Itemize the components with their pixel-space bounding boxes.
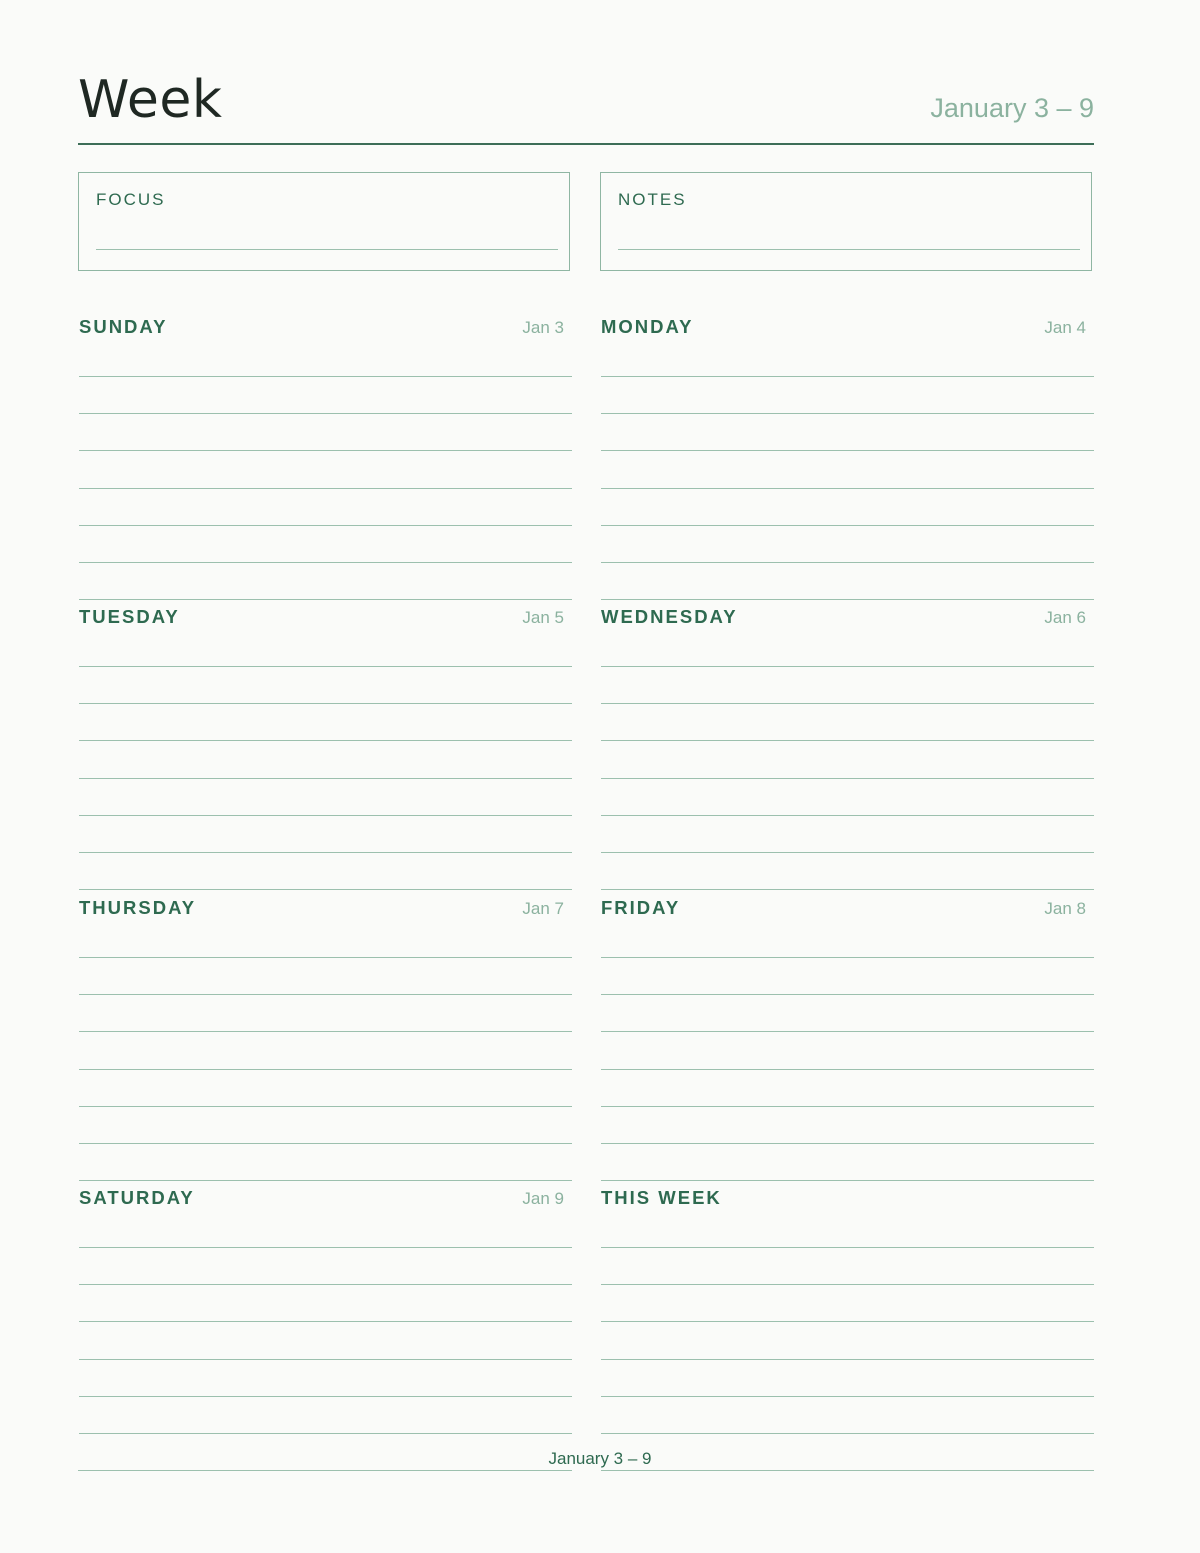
day-name: SATURDAY (79, 1187, 195, 1208)
writing-line (601, 778, 1094, 779)
writing-line (79, 703, 572, 704)
writing-line (601, 1069, 1094, 1070)
focus-label: FOCUS (96, 190, 166, 209)
writing-line (79, 778, 572, 779)
writing-line (601, 1396, 1094, 1397)
writing-line (601, 488, 1094, 489)
writing-line (601, 562, 1094, 563)
writing-line (79, 815, 572, 816)
footer-rule-left (78, 1470, 571, 1471)
footer-date-range: January 3 – 9 (548, 1449, 652, 1468)
writing-line (79, 889, 572, 890)
header-divider (78, 143, 1094, 145)
notes-box[interactable] (600, 172, 1092, 271)
page-title: Week (78, 70, 223, 130)
writing-line (601, 1321, 1094, 1322)
writing-line (79, 994, 572, 995)
writing-line (601, 1433, 1094, 1434)
writing-line (79, 740, 572, 741)
day-name: SUNDAY (79, 316, 168, 337)
writing-line (79, 413, 572, 414)
day-date: Jan 3 (522, 318, 564, 337)
writing-line (601, 450, 1094, 451)
writing-line (601, 666, 1094, 667)
notes-label: NOTES (618, 190, 687, 209)
writing-line (79, 666, 572, 667)
day-name: THIS WEEK (601, 1187, 722, 1208)
notes-writing-line (618, 249, 1080, 250)
writing-line (79, 852, 572, 853)
writing-line (79, 1247, 572, 1248)
writing-line (601, 1359, 1094, 1360)
writing-line (601, 994, 1094, 995)
day-name: MONDAY (601, 316, 694, 337)
writing-line (79, 1321, 572, 1322)
writing-line (79, 450, 572, 451)
writing-line (79, 1359, 572, 1360)
writing-line (79, 599, 572, 600)
writing-line (79, 562, 572, 563)
writing-line (601, 740, 1094, 741)
day-date: Jan 7 (522, 899, 564, 918)
writing-line (79, 488, 572, 489)
focus-box[interactable] (78, 172, 570, 271)
day-date: Jan 4 (1044, 318, 1086, 337)
writing-line (79, 957, 572, 958)
writing-line (79, 1396, 572, 1397)
writing-line (79, 1143, 572, 1144)
writing-line (601, 889, 1094, 890)
writing-line (79, 1106, 572, 1107)
focus-writing-line (96, 249, 558, 250)
writing-line (79, 1433, 572, 1434)
writing-line (79, 1284, 572, 1285)
writing-line (79, 525, 572, 526)
writing-line (601, 525, 1094, 526)
writing-line (601, 1284, 1094, 1285)
date-range: January 3 – 9 (930, 93, 1094, 123)
footer-rule-right (601, 1470, 1094, 1471)
writing-line (601, 376, 1094, 377)
writing-line (601, 852, 1094, 853)
writing-line (601, 1031, 1094, 1032)
writing-line (601, 413, 1094, 414)
writing-line (79, 1031, 572, 1032)
writing-line (79, 1180, 572, 1181)
day-name: FRIDAY (601, 897, 681, 918)
writing-line (601, 703, 1094, 704)
writing-line (601, 1247, 1094, 1248)
day-date: Jan 5 (522, 608, 564, 627)
writing-line (601, 815, 1094, 816)
day-name: WEDNESDAY (601, 606, 738, 627)
day-date: Jan 6 (1044, 608, 1086, 627)
writing-line (601, 1106, 1094, 1107)
writing-line (601, 599, 1094, 600)
writing-line (601, 1143, 1094, 1144)
writing-line (601, 957, 1094, 958)
day-date: Jan 9 (522, 1189, 564, 1208)
writing-line (79, 1069, 572, 1070)
day-name: THURSDAY (79, 897, 197, 918)
writing-line (601, 1180, 1094, 1181)
day-name: TUESDAY (79, 606, 180, 627)
day-date: Jan 8 (1044, 899, 1086, 918)
writing-line (79, 376, 572, 377)
